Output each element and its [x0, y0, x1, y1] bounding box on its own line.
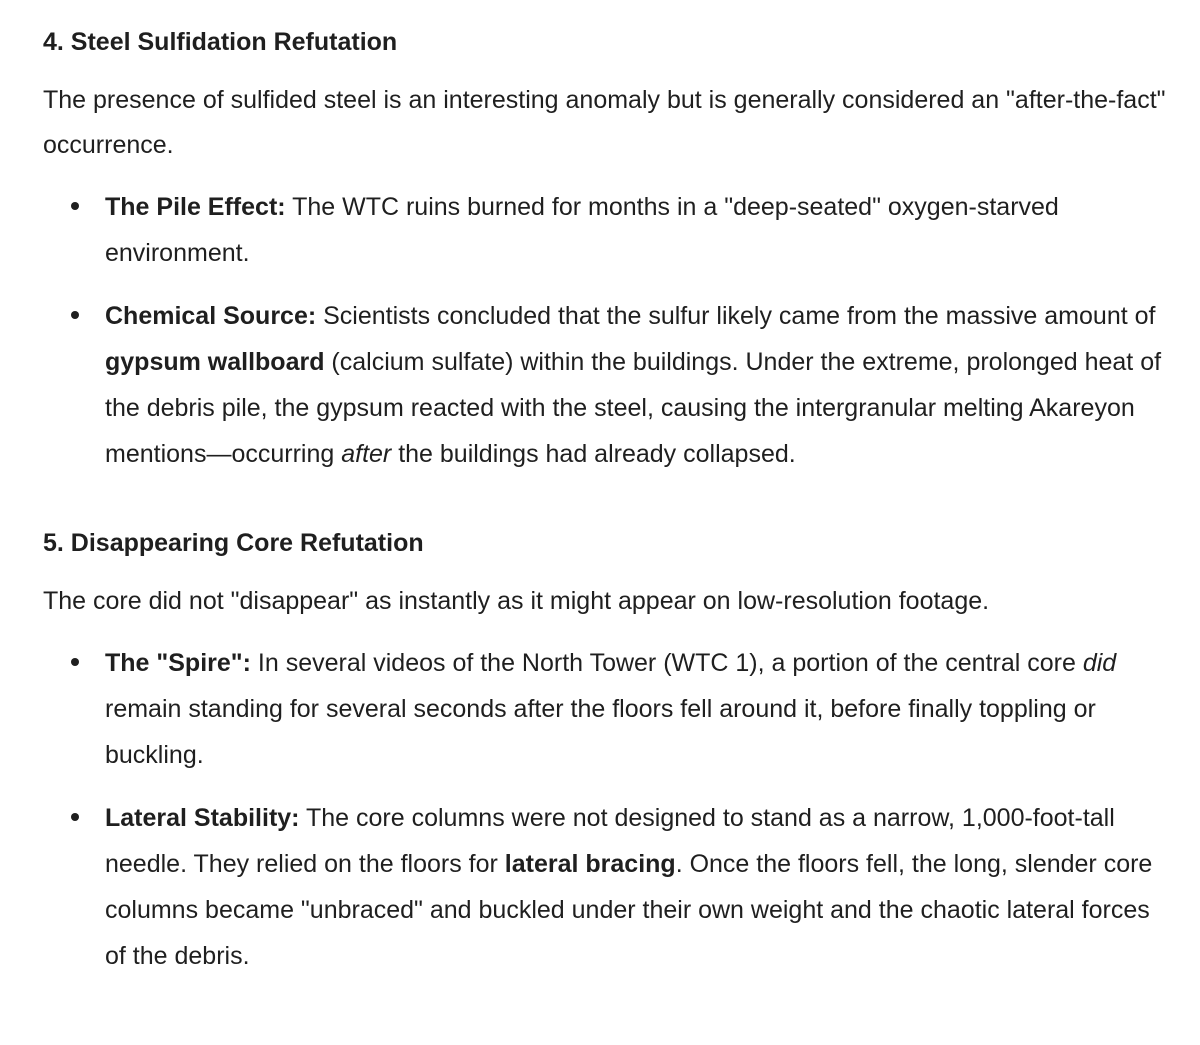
bullet-emphasis: lateral bracing	[504, 850, 676, 878]
bullet-italic: after	[341, 440, 392, 468]
list-item	[43, 293, 1173, 477]
section-steel-sulfidation	[43, 24, 1173, 477]
bullet-list	[43, 184, 1173, 477]
bullet-emphasis: gypsum wallboard	[105, 348, 325, 376]
bullet-text: In several videos of the North Tower (WTC 1), a portion of the central core	[250, 649, 1083, 677]
bullet-text: (calcium sulfate) within the buildings. Under the extreme, prolonged heat of the debris pile, the gypsum reacted with the steel, causing the intergranular melting Akareyon mentions—occurring	[105, 348, 1162, 468]
list-item	[43, 640, 1173, 778]
list-item	[43, 184, 1173, 276]
section-intro: The core did not "disappear" as instantly as it might appear on low-resolution footage.	[43, 587, 990, 615]
bullet-dot-icon	[71, 813, 79, 821]
list-item	[43, 795, 1173, 979]
bullet-text: The core columns were not designed to stand as a narrow, 1,000-foot-tall needle. They relied on the floors for	[105, 804, 1115, 878]
bullet-text: the buildings had already collapsed.	[391, 440, 796, 468]
bullet-list	[43, 640, 1173, 979]
bullet-dot-icon	[71, 658, 79, 666]
section-heading: 4. Steel Sulfidation Refutation	[43, 28, 398, 56]
bullet-text: . Once the floors fell, the long, slender core columns became "unbraced" and buckled under their own weight and the chaotic lateral forces of the debris.	[105, 850, 1153, 970]
bullet-term: Chemical Source:	[105, 302, 317, 330]
bullet-text: The WTC ruins burned for months in a "deep-seated" oxygen-starved environment.	[105, 193, 1059, 267]
bullet-italic: did	[1082, 649, 1117, 677]
section-intro: The presence of sulfided steel is an interesting anomaly but is generally considered an "after-the-fact" occurrence.	[43, 86, 1166, 159]
section-heading: 5. Disappearing Core Refutation	[43, 529, 424, 557]
section-disappearing-core	[43, 525, 1173, 979]
bullet-dot-icon	[71, 311, 79, 319]
bullet-dot-icon	[71, 202, 79, 210]
bullet-term: The "Spire":	[105, 649, 251, 677]
bullet-term: The Pile Effect:	[105, 193, 286, 221]
bullet-text: remain standing for several seconds after the floors fell around it, before finally toppling or buckling.	[105, 695, 1096, 769]
bullet-text: Scientists concluded that the sulfur likely came from the massive amount of	[316, 302, 1156, 330]
bullet-term: Lateral Stability:	[105, 804, 300, 832]
